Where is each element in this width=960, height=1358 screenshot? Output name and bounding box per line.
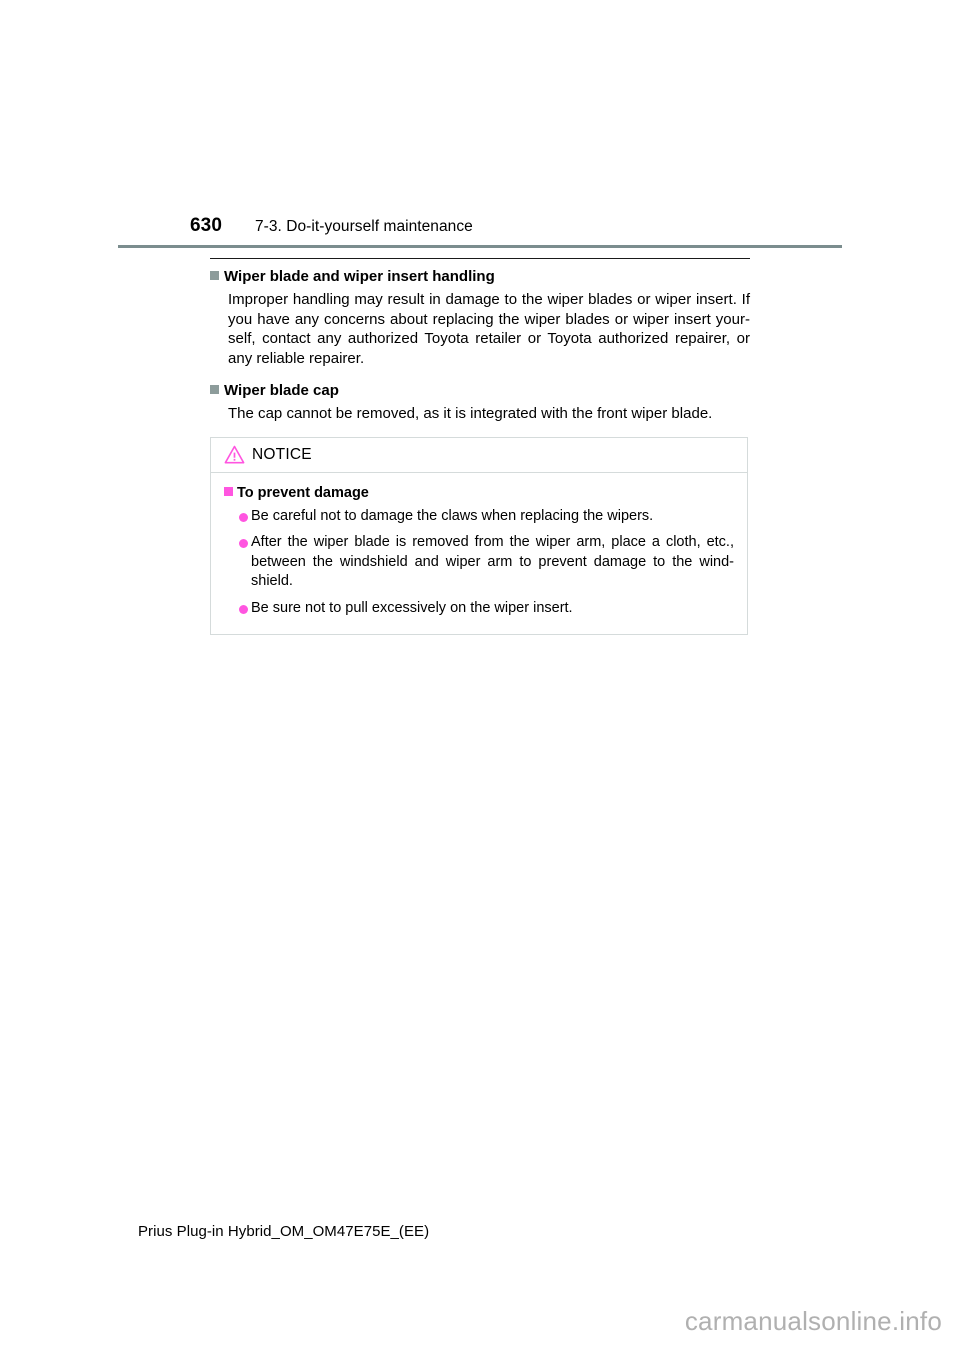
section-paragraph: Improper handling may result in damage to the wiper blades or wiper insert. If you have any concerns about replacing the wiper blades or wiper insert your-self, contact any authorized Toyota retailer or Toyota authorized repairer, or any reliable repairer. [228, 291, 750, 367]
notice-body [211, 473, 747, 635]
document-footer-code: Prius Plug-in Hybrid_OM_OM47E75E_(EE) [138, 1223, 430, 1240]
notice-header [211, 438, 747, 473]
notice-subheading-label: To prevent damage [237, 484, 369, 501]
warning-triangle-icon [224, 445, 245, 464]
notice-subheading [224, 484, 734, 503]
notice-list-item-text: Be careful not to damage the claws when replacing the wipers. [251, 507, 654, 524]
section-heading-label: Wiper blade cap [224, 382, 339, 399]
notice-label: NOTICE [252, 446, 312, 463]
main-content [210, 258, 750, 635]
notice-item-list [224, 507, 734, 619]
section-breadcrumb: 7-3. Do-it-yourself maintenance [255, 218, 473, 235]
notice-list-item [239, 533, 734, 592]
section-heading-label: Wiper blade and wiper insert handling [224, 268, 495, 285]
page-header [118, 214, 842, 246]
section-paragraph: The cap cannot be removed, as it is integrated with the front wiper blade. [228, 405, 713, 422]
content-top-rule [210, 258, 750, 259]
section-wiper-blade-handling [210, 267, 750, 368]
page-number: 630 [190, 215, 223, 236]
notice-list-item-text: Be sure not to pull excessively on the wiper insert. [251, 599, 573, 616]
square-marker-icon [210, 385, 219, 394]
bullet-dot-icon [239, 605, 248, 614]
bullet-dot-icon [239, 513, 248, 522]
notice-list-item [239, 507, 734, 527]
notice-callout-box [210, 437, 748, 636]
notice-list-item-text: After the wiper blade is removed from the wiper arm, place a cloth, etc., between the windshield and wiper arm to prevent damage to the wind-shield. [251, 534, 734, 589]
section-wiper-blade-cap [210, 381, 750, 424]
section-heading [210, 267, 750, 287]
header-divider-rule [118, 245, 842, 248]
square-marker-icon [224, 487, 233, 496]
square-marker-icon [210, 271, 219, 280]
site-watermark: carmanualsonline.info [684, 1306, 942, 1336]
bullet-dot-icon [239, 539, 248, 548]
notice-list-item [239, 599, 734, 619]
section-heading [210, 381, 750, 401]
